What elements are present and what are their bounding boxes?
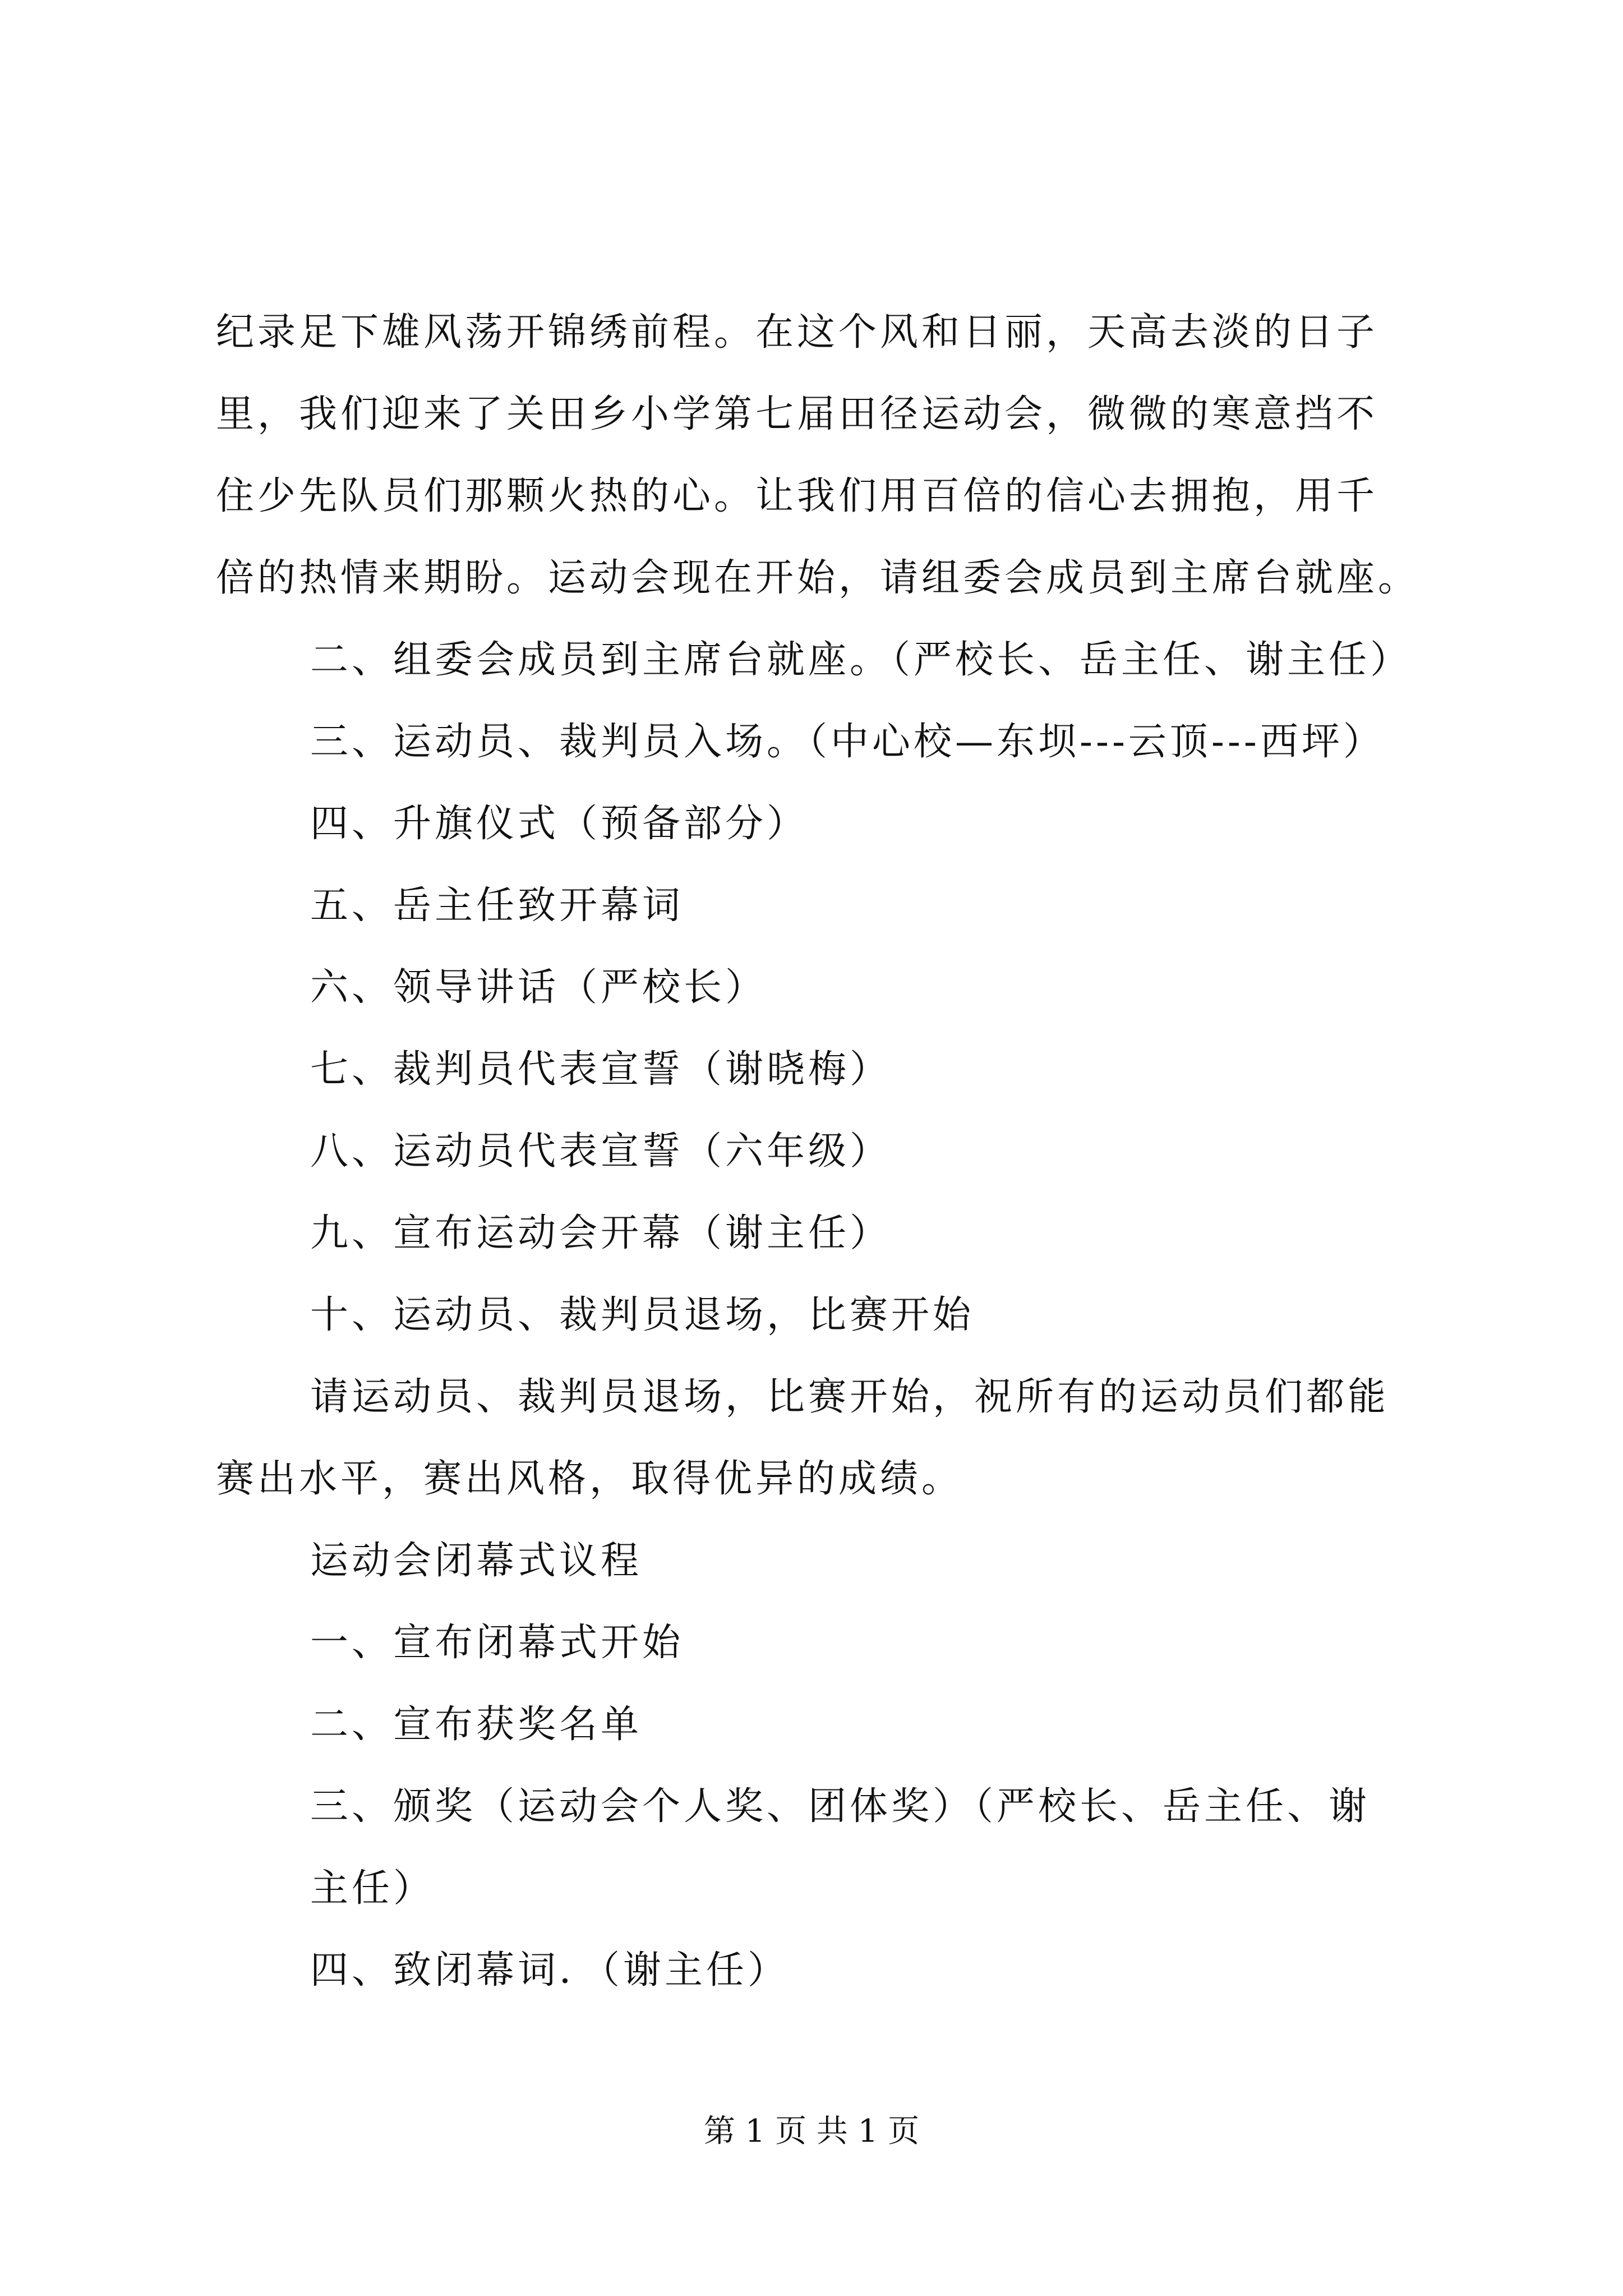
agenda-item: 六、领导讲话（严校长）	[310, 965, 767, 1010]
paragraph-line: 赛出水平，赛出风格，取得优异的成绩。	[216, 1457, 963, 1501]
agenda-item: 九、宣布运动会开幕（谢主任）	[310, 1211, 892, 1255]
page-footer: 第 1 页 共 1 页	[703, 2113, 920, 2150]
agenda-item: 八、运动员代表宣誓（六年级）	[310, 1129, 892, 1174]
section-heading: 运动会闭幕式议程	[310, 1539, 643, 1583]
paragraph-line: 倍的热情来期盼。运动会现在开始，请组委会成员到主席台就座。	[216, 556, 1420, 600]
agenda-item: 十、运动员、裁判员退场，比赛开始	[310, 1293, 975, 1337]
paragraph-line: 请运动员、裁判员退场，比赛开始，祝所有的运动员们都能	[310, 1375, 1390, 1419]
agenda-item-continuation: 主任）	[310, 1866, 435, 1911]
document-body	[216, 292, 1430, 2012]
agenda-item: 七、裁判员代表宣誓（谢晓梅）	[310, 1047, 892, 1092]
paragraph-line: 住少先队员们那颗火热的心。让我们用百倍的信心去拥抱，用千	[216, 474, 1378, 518]
agenda-item: 五、岳主任致开幕词	[310, 884, 684, 928]
agenda-item: 一、宣布闭幕式开始	[310, 1621, 684, 1665]
agenda-item: 三、颁奖（运动会个人奖、团体奖）（严校长、岳主任、谢	[310, 1784, 1371, 1829]
agenda-item: 四、致闭幕词．（谢主任）	[310, 1948, 790, 1993]
agenda-item: 二、组委会成员到主席台就座。（严校长、岳主任、谢主任）	[310, 638, 1412, 682]
agenda-item: 四、升旗仪式（预备部分）	[310, 802, 809, 846]
paragraph-line: 里，我们迎来了关田乡小学第七届田径运动会，微微的寒意挡不	[216, 392, 1378, 436]
agenda-item: 二、宣布获奖名单	[310, 1703, 643, 1747]
agenda-item: 三、运动员、裁判员入场。（中心校—东坝---云顶---西坪）	[310, 720, 1385, 764]
paragraph-line: 纪录足下雄风荡开锦绣前程。在这个风和日丽，天高去淡的日子	[216, 310, 1378, 355]
